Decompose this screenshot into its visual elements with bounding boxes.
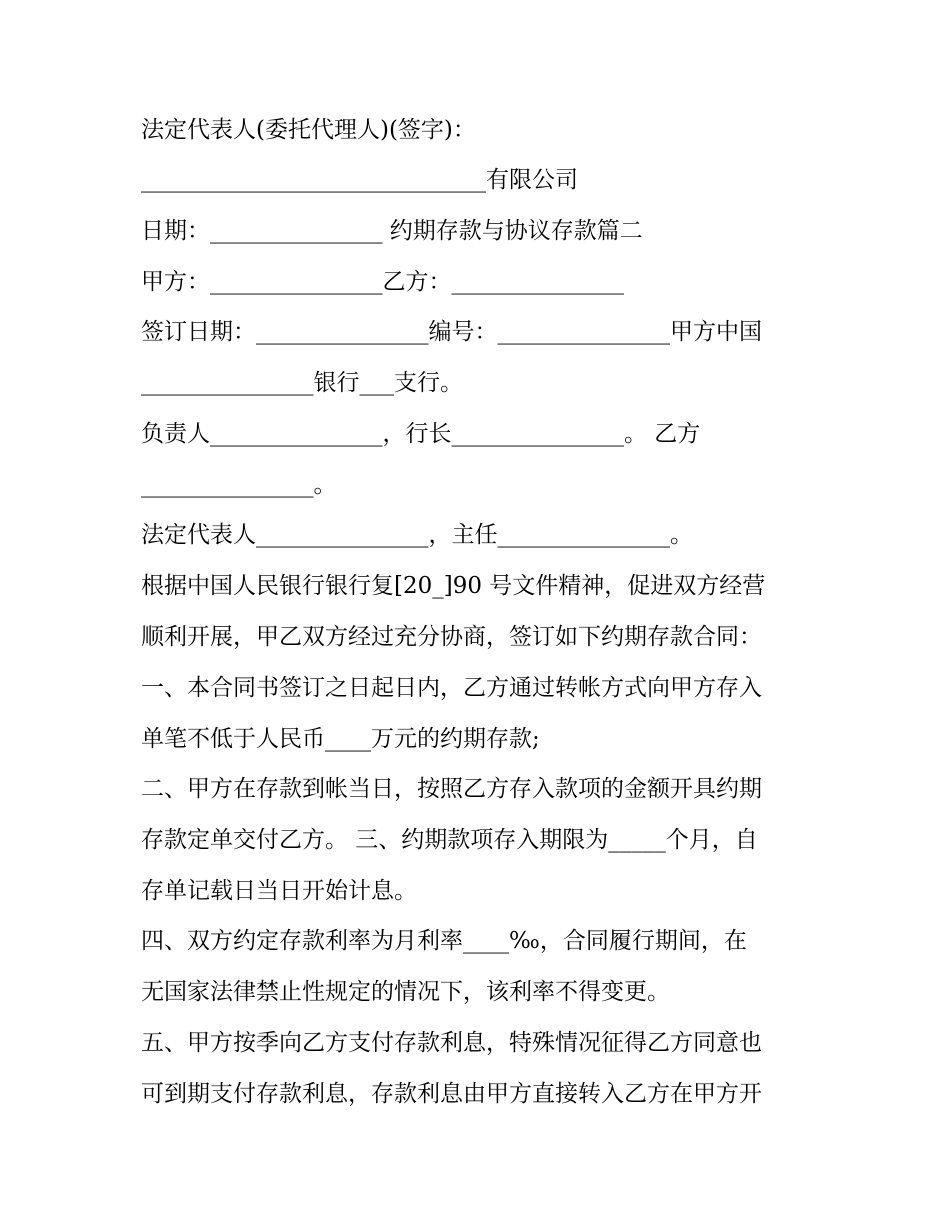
text-line-date-title: 日期：_______________ 约期存款与协议存款篇二 [141, 218, 643, 244]
text-line-clause-4a: 四、双方约定存款利率为月利率____‰，合同履行期间，在 [141, 928, 747, 954]
text-line-bank: _______________银行___支行。 [141, 370, 463, 396]
text-line-clause-2b: 存款定单交付乙方。 三、约期款项存入期限为_____个月，自 [141, 827, 758, 853]
text-line-preamble-1: 根据中国人民银行银行复[20_]90 号文件精神，促进双方经营 [141, 573, 766, 599]
text-line-legal-rep: 法定代表人_______________，主任_______________。 [141, 522, 693, 548]
text-line-responsible: 负责人_______________，行长_______________。 乙方 [141, 421, 701, 447]
text-line-clause-1b: 单笔不低于人民币____万元的约期存款; [141, 726, 540, 752]
text-line-sign-date: 签订日期：_______________编号：_______________甲方中国 [141, 319, 762, 345]
text-line-clause-5b: 可到期支付存款利息，存款利息由甲方直接转入乙方在甲方开 [141, 1081, 762, 1107]
text-line-clause-5a: 五、甲方按季向乙方支付存款利息，特殊情况征得乙方同意也 [141, 1030, 762, 1056]
text-line-party-b: _______________。 [141, 472, 337, 498]
text-line-preamble-2: 顺利开展，甲乙双方经过充分协商，签订如下约期存款合同： [141, 624, 762, 650]
text-line-clause-2a: 二、甲方在存款到帐当日，按照乙方存入款项的金额开具约期 [141, 776, 762, 802]
text-line-clause-1a: 一、本合同书签订之日起日内，乙方通过转帐方式向甲方存入 [141, 675, 762, 701]
text-line-clause-3: 存单记载日当日开始计息。 [141, 878, 417, 904]
text-line-parties: 甲方：_______________乙方：_______________ [141, 269, 624, 295]
text-line-signature: 法定代表人(委托代理人)(签字)： [141, 117, 476, 143]
text-line-clause-4b: 无国家法律禁止性规定的情况下，该利率不得变更。 [141, 979, 670, 1005]
text-line-company: ______________________________有限公司 [141, 167, 578, 193]
